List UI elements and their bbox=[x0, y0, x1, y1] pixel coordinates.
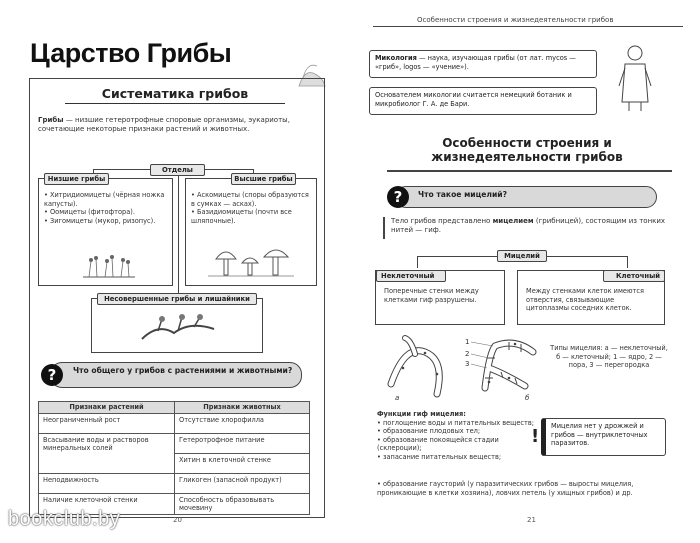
question-bar bbox=[50, 362, 302, 388]
question-icon: ? bbox=[387, 186, 409, 208]
table-row bbox=[39, 474, 310, 494]
page-number: 21 bbox=[527, 516, 536, 524]
table-cell: Хитин в клеточной стенке bbox=[175, 454, 310, 474]
fig-label: а bbox=[395, 394, 400, 402]
fig-label: б bbox=[525, 394, 530, 402]
running-head-rule bbox=[373, 26, 683, 27]
question-bar bbox=[395, 186, 657, 208]
fig-label: 2 bbox=[465, 350, 470, 358]
function-item: • образование покоящейся стадии (склероции); bbox=[377, 435, 499, 452]
section-rule bbox=[387, 170, 672, 172]
scientist-illustration bbox=[615, 44, 655, 112]
functions-title: Функции гиф мицелия: bbox=[377, 410, 466, 418]
page-number: 20 bbox=[173, 516, 182, 524]
founder-note bbox=[369, 87, 597, 115]
noncellular-box bbox=[375, 270, 505, 325]
body-rule bbox=[383, 217, 385, 239]
body-text: Тело грибов представлено bbox=[391, 217, 493, 225]
question-text: Что общего у грибов с растениями и животными? bbox=[73, 366, 293, 375]
table-row bbox=[39, 414, 310, 434]
intro-term: Грибы bbox=[38, 116, 64, 124]
higher-fungi-box bbox=[185, 175, 317, 286]
table-cell: Неподвижность bbox=[39, 474, 175, 494]
mushroom-illustration bbox=[206, 241, 296, 281]
function-item: • запасание питательных веществ; bbox=[377, 452, 502, 461]
section-heading: Особенности строения и жизнедеятельности грибов bbox=[431, 136, 623, 164]
mycelium-label: Мицелий bbox=[497, 250, 547, 262]
intro-definition bbox=[38, 116, 308, 134]
higher-fungi-label: Высшие грибы bbox=[231, 173, 296, 185]
fig-label: 3 bbox=[465, 360, 470, 368]
exclamation-icon: ! bbox=[531, 426, 540, 447]
body-text: (грибницей), состоящим из тонких нитей — гиф. bbox=[391, 217, 666, 234]
imperfect-fungi-box bbox=[91, 295, 263, 353]
divisions-label: Отделы bbox=[150, 164, 205, 176]
founder-text: Основателем микологии считается немецкий ботаник и микробиолог Г. А. де Бари. bbox=[375, 91, 572, 108]
question-text: Что такое мицелий? bbox=[418, 190, 508, 199]
yeast-note bbox=[541, 418, 666, 456]
lichen-illustration bbox=[138, 313, 218, 345]
left-page bbox=[5, 8, 343, 528]
table-row bbox=[39, 434, 310, 454]
lower-fungi-item: • Оомицеты (фитофтора). bbox=[44, 208, 135, 216]
intro-text: — низшие гетеротрофные споровые организмы, эукариоты, сочетающие некоторые признаки растений и животных. bbox=[38, 116, 290, 133]
running-head: Особенности строения и жизнедеятельности грибов bbox=[417, 16, 614, 24]
fig-label: 1 bbox=[465, 338, 470, 346]
functions-block bbox=[377, 410, 540, 461]
function-item: • образование плодовых тел; bbox=[377, 427, 481, 435]
table-cell: Способность образовывать мочевину bbox=[175, 494, 310, 515]
lower-fungi-label: Низшие грибы bbox=[44, 173, 109, 185]
cellular-text: Между стенками клеток имеются отверстия, связывающие цитоплазмы соседних клеток. bbox=[526, 287, 644, 312]
lower-fungi-box bbox=[38, 175, 173, 286]
cellular-box bbox=[517, 270, 665, 325]
tree-connector bbox=[417, 256, 418, 268]
function-item: • поглощение воды и питательных веществ; bbox=[377, 418, 534, 427]
tree-connector bbox=[627, 256, 628, 268]
cellular-label: Клеточный bbox=[603, 270, 665, 282]
table-cell: Гетеротрофное питание bbox=[175, 434, 310, 454]
function-item: • образование гаусторий (у паразитических грибов — выросты мицелия, проникающие в клетки хозяина), ловчих петель (у хищных грибов) и др. bbox=[377, 480, 634, 497]
table-cell: Наличие клеточной стенки bbox=[39, 494, 175, 515]
mycology-definition bbox=[369, 50, 597, 78]
tree-connector bbox=[178, 176, 179, 298]
table-cell: Гликоген (запасной продукт) bbox=[175, 474, 310, 494]
higher-fungi-item: • Аскомицеты (споры образуются в сумках — асках). bbox=[191, 191, 309, 208]
mold-illustration bbox=[79, 253, 139, 281]
comparison-table bbox=[38, 401, 310, 515]
question-icon: ? bbox=[41, 364, 63, 386]
page-title: Царство Грибы bbox=[30, 38, 232, 68]
section-heading: Систематика грибов bbox=[65, 86, 285, 104]
table-header: Признаки растений bbox=[39, 402, 175, 414]
imperfect-fungi-label: Несовершенные грибы и лишайники bbox=[97, 293, 257, 305]
table-cell: Всасывание воды и растворов минеральных солей bbox=[39, 434, 175, 474]
lower-fungi-item: • Хитридиомицеты (чёрная ножка капусты). bbox=[44, 191, 165, 208]
higher-fungi-item: • Базидиомицеты (почти все шляпочные). bbox=[191, 208, 292, 225]
mycology-text: — наука, изучающая грибы (от лат. mycos — «гриб», logos — «учение»). bbox=[375, 54, 576, 71]
table-header: Признаки животных bbox=[175, 402, 310, 414]
noncellular-label: Неклеточный bbox=[376, 270, 446, 282]
watermark: bookclub.by bbox=[8, 508, 121, 530]
mycology-term: Микология bbox=[375, 54, 417, 62]
right-page bbox=[357, 8, 695, 528]
yeast-note-text: Мицелия нет у дрожжей и грибов — внутриклеточных паразитов. bbox=[551, 422, 648, 447]
lower-fungi-item: • Зигомицеты (мукор, ризопус). bbox=[44, 216, 156, 225]
mycelium-definition bbox=[391, 217, 676, 235]
body-term: мицелием bbox=[492, 217, 534, 225]
table-cell: Отсутствие хлорофилла bbox=[175, 414, 310, 434]
table-cell: Неограниченный рост bbox=[39, 414, 175, 434]
noncellular-text: Поперечные стенки между клетками гиф разрушены. bbox=[384, 287, 479, 304]
mycelium-caption: Типы мицелия: а — неклеточный, б — клеточный; 1 — ядро, 2 — пора, 3 — перегородка bbox=[550, 344, 668, 369]
mycelium-diagram bbox=[385, 334, 545, 404]
